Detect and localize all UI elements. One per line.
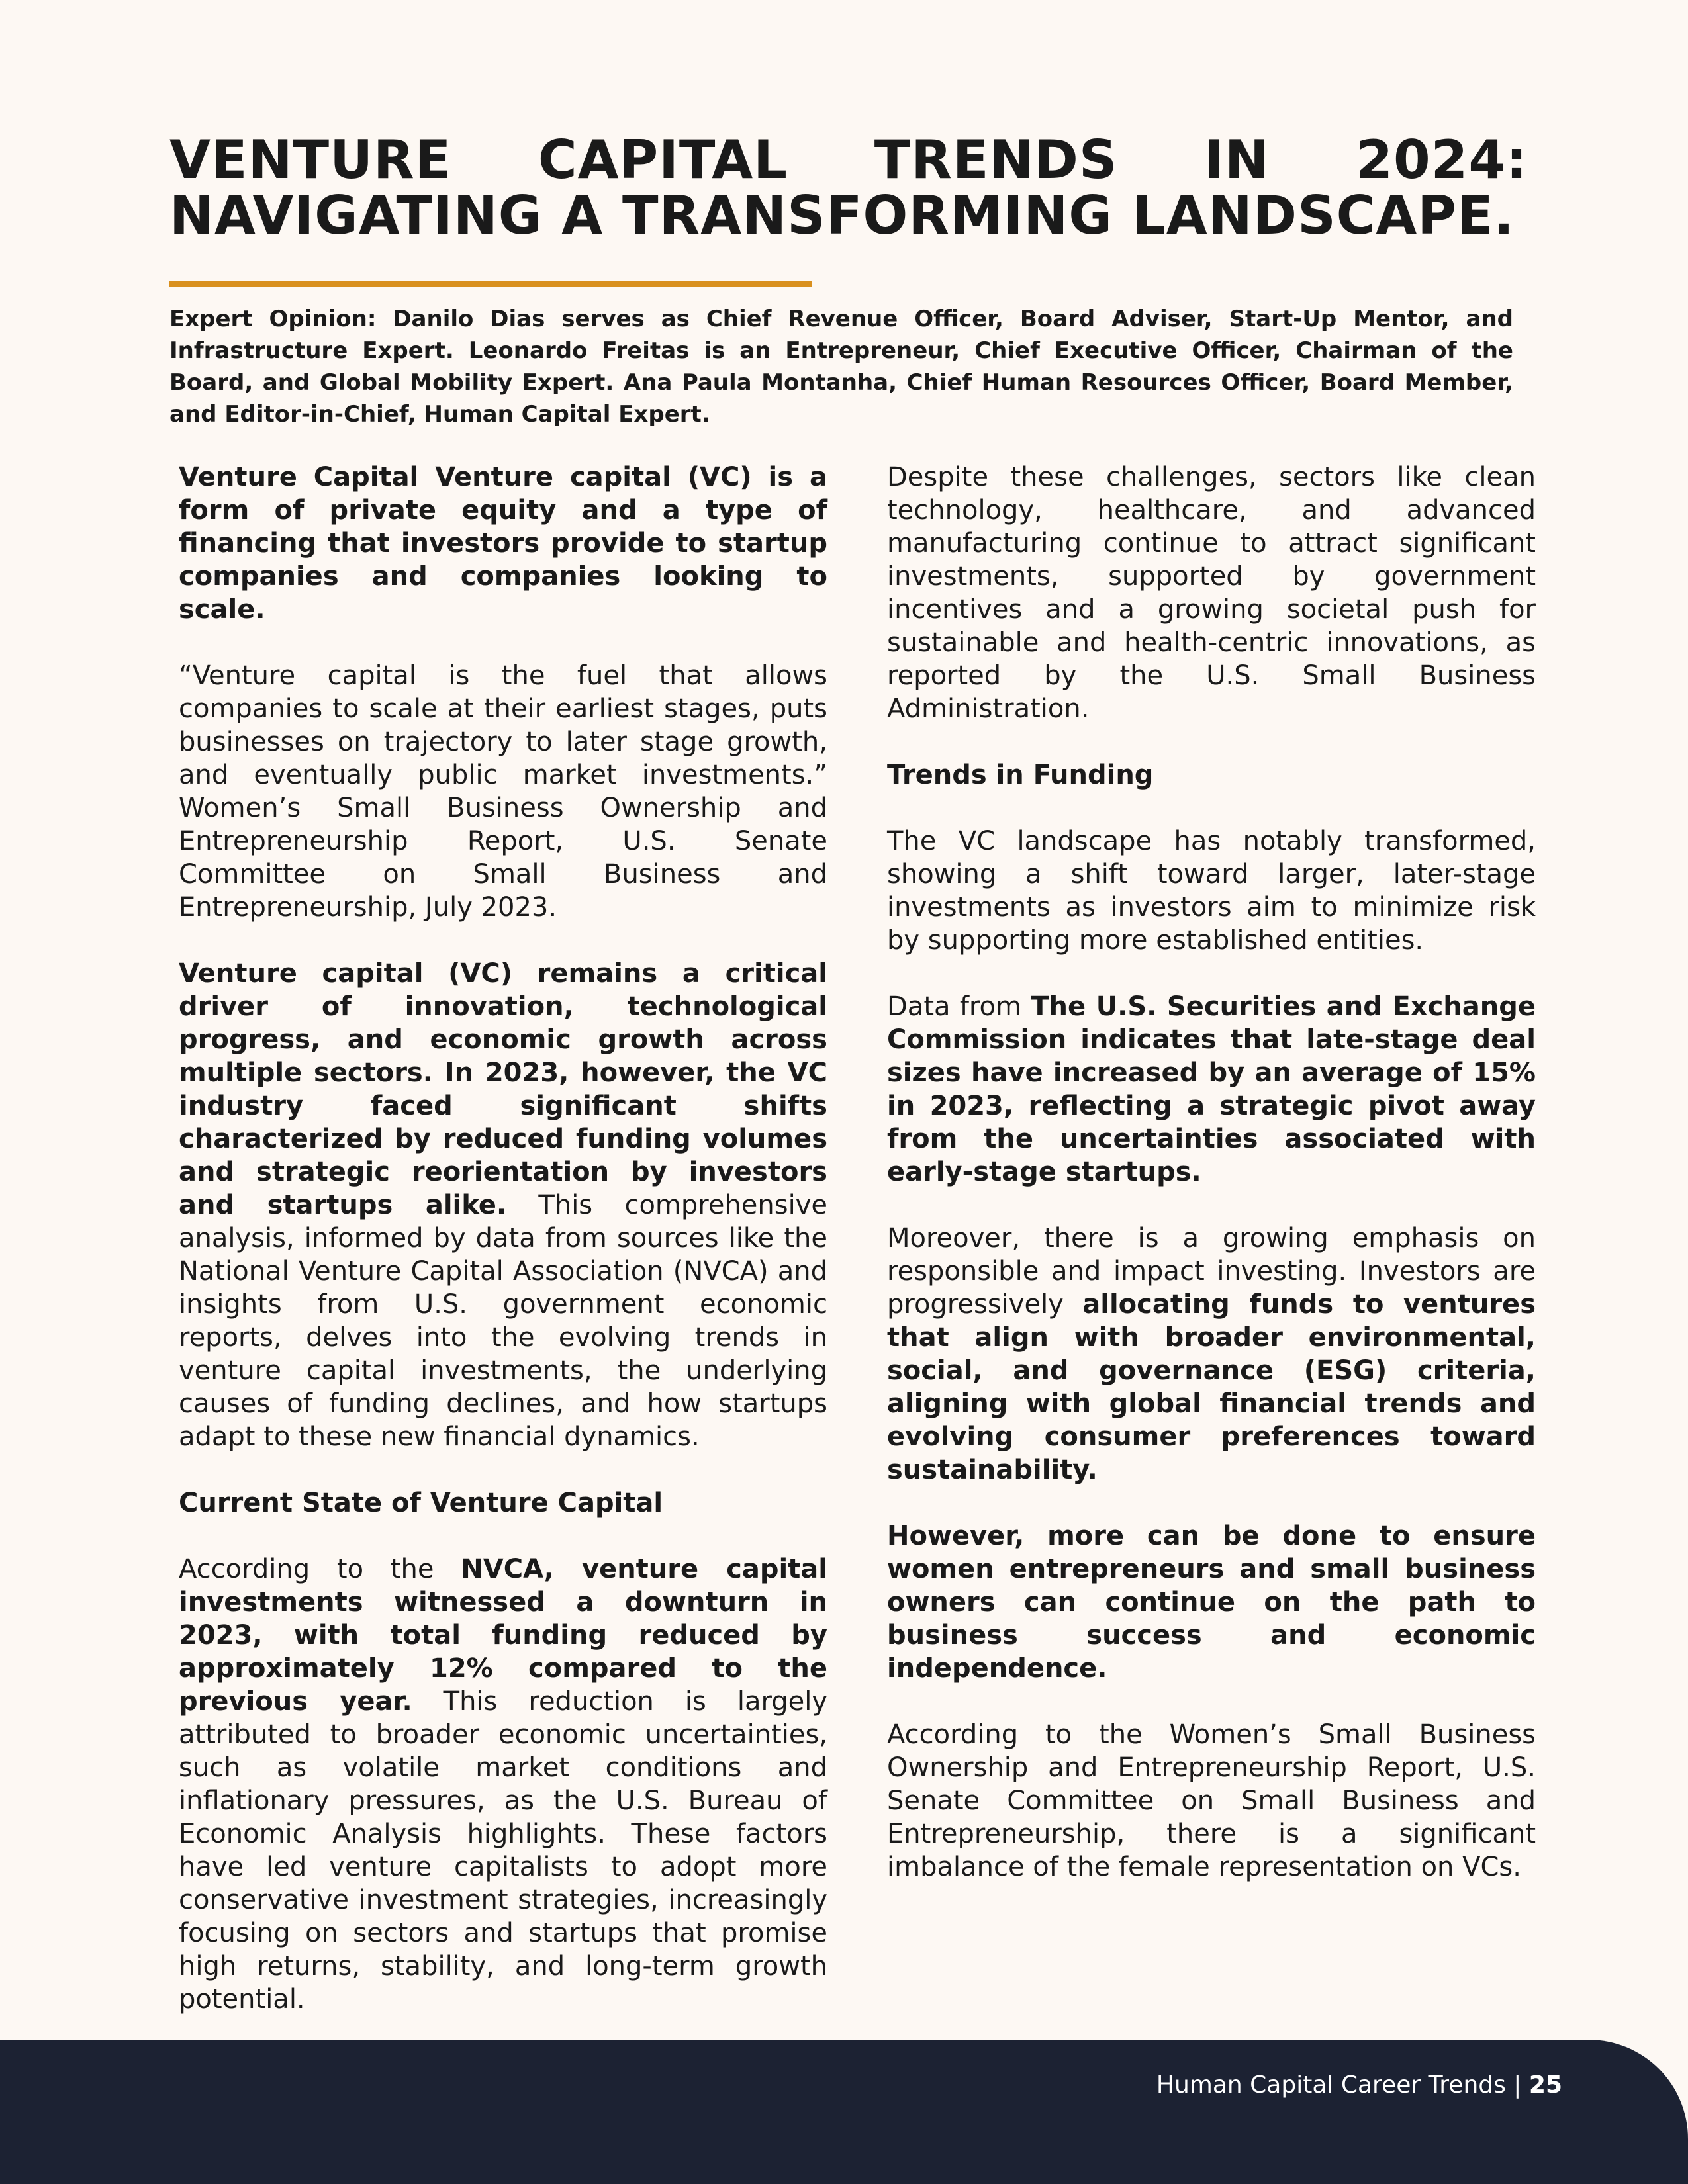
left-column xyxy=(179,461,827,2049)
title-line-1: VENTURE CAPITAL TRENDS IN 2024: xyxy=(169,129,1528,191)
landscape-paragraph: The VC landscape has notably transformed, showing a shift toward larger, later-stage investments as investors aim to minimize risk by supporting more established entities. xyxy=(887,826,1536,956)
nvca-rest-text: This reduction is largely attributed to broader economic uncertainties, such as volatile market conditions and inflationary pressures, as the U.S. Bureau of Economic Analysis highlights. These factors have led venture capitalists to adopt more conservative investment strategies, increasingly focusing on sectors and startups that promise high returns, stability, and long-term growth potential. xyxy=(179,1686,827,2015)
title-line-2: NAVIGATING A TRANSFORMING LANDSCAPE. xyxy=(169,185,1515,246)
nvca-intro-text: According to the xyxy=(179,1554,461,1584)
footer-band xyxy=(0,2040,1688,2184)
driver-bold-text: Venture capital (VC) remains a critical driver of innovation, technological progress, and economic growth across multiple sectors. In 2023, however, the VC industry faced significant shifts characterized by reduced funding volumes and strategic reorientation by investors and startups alike. xyxy=(179,958,827,1220)
report-paragraph: According to the Women’s Small Business Ownership and Entrepreneurship Report, U.S. Senate Committee on Small Business and Entrepreneurship, there is a significant imbalance of the female representation on VCs. xyxy=(887,1719,1536,1882)
esg-bold-text: allocating funds to ventures that align with broader environmental, social, and governance (ESG) criteria, aligning with global financial trends and evolving consumer preferences toward sustainability. xyxy=(887,1289,1536,1485)
page-number: 25 xyxy=(1528,2071,1562,2099)
trends-heading: Trends in Funding xyxy=(887,760,1154,790)
intro-text: Venture Capital Venture capital (VC) is a form of private equity and a type of financing that investors provide to startup companies and companies looking to scale. xyxy=(179,462,827,625)
sec-intro-text: Data from xyxy=(887,991,1031,1022)
current-state-heading: Current State of Venture Capital xyxy=(179,1488,663,1518)
publication-name: Human Capital Career Trends | xyxy=(1156,2071,1529,2099)
nvca-paragraph xyxy=(179,1553,827,2016)
title-underline-rule xyxy=(169,281,812,287)
intro-paragraph xyxy=(179,461,827,626)
esg-paragraph xyxy=(887,1222,1536,1486)
driver-paragraph xyxy=(179,957,827,1453)
page-title xyxy=(169,129,1528,246)
sec-paragraph xyxy=(887,990,1536,1189)
however-paragraph xyxy=(887,1520,1536,1685)
however-bold-text: However, more can be done to ensure women entrepreneurs and small business owners can continue on the path to business success and economic independence. xyxy=(887,1521,1536,1684)
esg-intro-text: Moreover, there is a growing emphasis on responsible and impact investing. Investors are progressively xyxy=(887,1223,1536,1320)
sec-bold-text: The U.S. Securities and Exchange Commission indicates that late-stage deal sizes have increased by an average of 15% in 2023, reflecting a strategic pivot away from the uncertainties associated with early-stage startups. xyxy=(887,991,1536,1187)
driver-rest-text: This comprehensive analysis, informed by data from sources like the National Venture Capital Association (NVCA) and insights from U.S. government economic reports, delves into the evolving trends in venture capital investments, the underlying causes of funding declines, and how startups adapt to these new financial dynamics. xyxy=(179,1190,827,1452)
quote-paragraph: “Venture capital is the fuel that allows companies to scale at their earliest stages, puts businesses on trajectory to later stage growth, and eventually public market investments.” Women’s Small Business Ownership and Entrepreneurship Report, U.S. Senate Committee on Small Business and Entrepreneurship, July 2023. xyxy=(179,660,827,923)
expert-opinion: Expert Opinion: Danilo Dias serves as Chief Revenue Officer, Board Adviser, Start-Up Mentor, and Infrastructure Expert. Leonardo Freitas is an Entrepreneur, Chief Executive Officer, Chairman of the Board, and Global Mobility Expert. Ana Paula Montanha, Chief Human Resources Officer, Board Member, and Editor-in-Chief, Human Capital Expert. xyxy=(169,306,1513,428)
footer-label xyxy=(1156,2071,1562,2099)
nvca-bold-text: NVCA, venture capital investments witnessed a downturn in 2023, with total funding reduced by approximately 12% compared to the previous year. xyxy=(179,1554,827,1717)
challenges-paragraph: Despite these challenges, sectors like clean technology, healthcare, and advanced manufacturing continue to attract significant investments, supported by government incentives and a growing societal push for sustainable and health-centric innovations, as reported by the U.S. Small Business Administration. xyxy=(887,462,1536,724)
right-column xyxy=(887,461,1536,1917)
